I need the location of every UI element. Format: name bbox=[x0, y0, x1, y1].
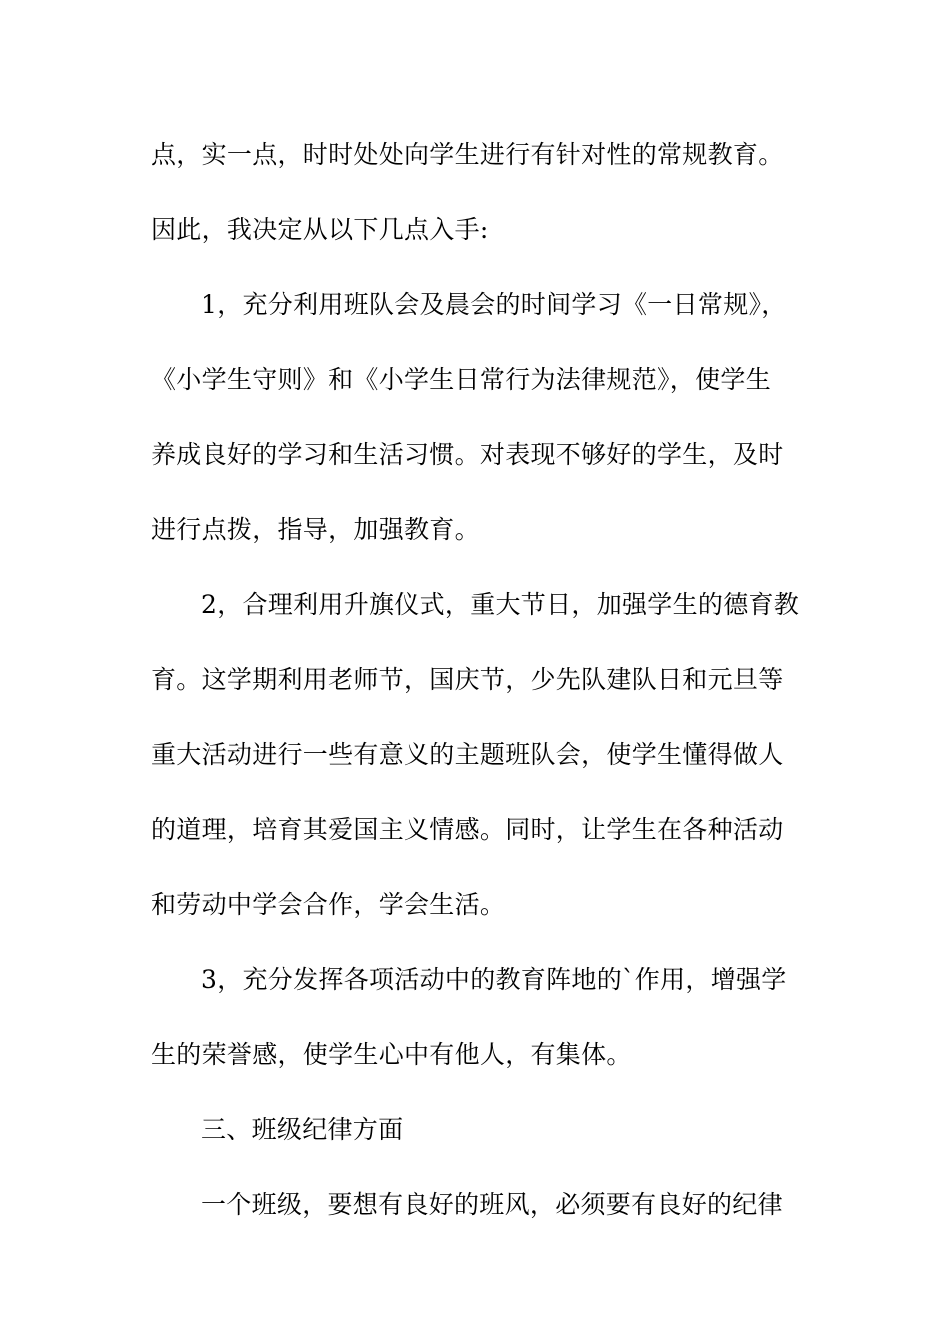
text-line: 进行点拨，指导，加强教育。 bbox=[151, 515, 480, 544]
text-line: 一个班级，要想有良好的班风，必须要有良好的纪律 bbox=[201, 1190, 783, 1219]
text-line: 《小学生守则》和《小学生日常行为法律规范》，使学生 bbox=[151, 365, 772, 394]
text-line: 因此，我决定从以下几点入手: bbox=[151, 215, 489, 244]
text-line: 重大活动进行一些有意义的主题班队会，使学生懂得做人 bbox=[151, 740, 784, 769]
text-line: 和劳动中学会合作，学会生活。 bbox=[151, 890, 506, 919]
text-line: 2，合理利用升旗仪式，重大节日，加强学生的德育教 bbox=[201, 590, 800, 619]
document-body bbox=[151, 130, 811, 1255]
text-line: 育。这学期利用老师节，国庆节，少先队建队日和元旦等 bbox=[151, 665, 784, 694]
text-line: 点，实一点，时时处处向学生进行有针对性的常规教育。 bbox=[151, 140, 784, 169]
text-line: 养成良好的学习和生活习惯。对表现不够好的学生，及时 bbox=[151, 440, 784, 469]
text-line: 1，充分利用班队会及晨会的时间学习《一日常规》， bbox=[201, 290, 787, 319]
text-line: 生的荣誉感，使学生心中有他人，有集体。 bbox=[151, 1040, 632, 1069]
section-heading: 三、班级纪律方面 bbox=[201, 1115, 404, 1144]
text-line: 的道理，培育其爱国主义情感。同时，让学生在各种活动 bbox=[151, 815, 784, 844]
text-line: 3，充分发挥各项活动中的教育阵地的`作用，增强学 bbox=[201, 965, 787, 994]
